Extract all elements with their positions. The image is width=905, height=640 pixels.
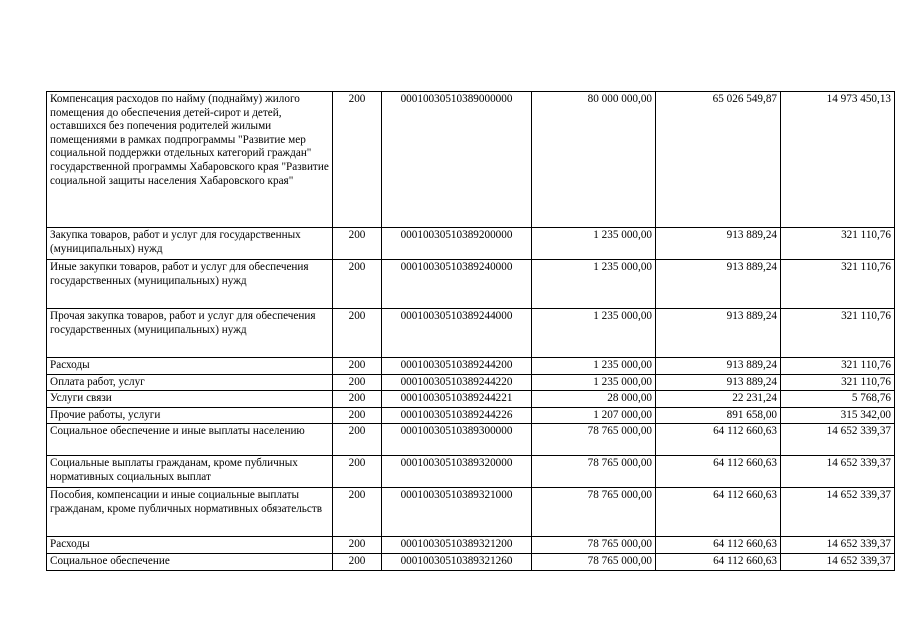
row-code-cell: 200 [333,391,382,408]
row-executed-cell: 64 112 660,63 [656,488,781,537]
row-remaining-cell: 14 652 339,37 [781,424,895,456]
row-name-cell: Расходы [47,358,333,375]
row-kbk-cell: 00010030510389321200 [382,537,532,554]
row-remaining-cell: 315 342,00 [781,407,895,424]
row-remaining-cell: 14 652 339,37 [781,456,895,488]
table-row [47,424,895,456]
row-remaining-cell: 321 110,76 [781,228,895,260]
row-kbk-cell: 00010030510389200000 [382,228,532,260]
row-code-cell: 200 [333,537,382,554]
row-code-cell: 200 [333,456,382,488]
row-executed-cell: 891 658,00 [656,407,781,424]
row-code-cell: 200 [333,92,382,228]
row-kbk-cell: 00010030510389320000 [382,456,532,488]
row-approved-cell: 1 235 000,00 [532,260,656,309]
row-kbk-cell: 00010030510389321000 [382,488,532,537]
row-executed-cell: 913 889,24 [656,358,781,375]
row-kbk-cell: 00010030510389244221 [382,391,532,408]
row-kbk-cell: 00010030510389244000 [382,309,532,358]
row-approved-cell: 1 235 000,00 [532,228,656,260]
row-remaining-cell: 14 652 339,37 [781,553,895,570]
table-row [47,228,895,260]
row-approved-cell: 78 765 000,00 [532,424,656,456]
row-approved-cell: 1 235 000,00 [532,374,656,391]
row-remaining-cell: 321 110,76 [781,358,895,375]
row-code-cell: 200 [333,260,382,309]
row-code-cell: 200 [333,553,382,570]
row-approved-cell: 78 765 000,00 [532,488,656,537]
row-name-cell: Услуги связи [47,391,333,408]
row-remaining-cell: 321 110,76 [781,309,895,358]
row-executed-cell: 913 889,24 [656,260,781,309]
row-name-cell: Компенсация расходов по найму (поднайму) жилого помещения до обеспечения детей-сирот и детей, оставшихся без попечения родителей жилыми помещениями в рамках подпрограммы "Развитие мер социальной поддержки отдельных категорий граждан" государственной программы Хабаровского края "Развитие социальной защиты населения Хабаровского края" [47,92,333,228]
row-kbk-cell: 00010030510389300000 [382,424,532,456]
row-code-cell: 200 [333,374,382,391]
row-code-cell: 200 [333,228,382,260]
row-approved-cell: 1 235 000,00 [532,309,656,358]
table-row [47,260,895,309]
row-remaining-cell: 321 110,76 [781,374,895,391]
row-remaining-cell: 14 652 339,37 [781,537,895,554]
row-kbk-cell: 00010030510389321260 [382,553,532,570]
row-name-cell: Оплата работ, услуг [47,374,333,391]
table-row [47,309,895,358]
table-row [47,358,895,375]
row-kbk-cell: 00010030510389244220 [382,374,532,391]
row-code-cell: 200 [333,488,382,537]
row-executed-cell: 64 112 660,63 [656,424,781,456]
row-executed-cell: 64 112 660,63 [656,553,781,570]
row-executed-cell: 913 889,24 [656,374,781,391]
row-name-cell: Социальные выплаты гражданам, кроме публичных нормативных социальных выплат [47,456,333,488]
row-executed-cell: 64 112 660,63 [656,537,781,554]
row-name-cell: Пособия, компенсации и иные социальные выплаты гражданам, кроме публичных нормативных обязательств [47,488,333,537]
row-executed-cell: 64 112 660,63 [656,456,781,488]
row-remaining-cell: 14 652 339,37 [781,488,895,537]
table-row [47,92,895,228]
table-row [47,553,895,570]
row-name-cell: Закупка товаров, работ и услуг для государственных (муниципальных) нужд [47,228,333,260]
row-name-cell: Прочие работы, услуги [47,407,333,424]
row-executed-cell: 65 026 549,87 [656,92,781,228]
row-approved-cell: 1 235 000,00 [532,358,656,375]
row-code-cell: 200 [333,407,382,424]
row-name-cell: Расходы [47,537,333,554]
row-name-cell: Прочая закупка товаров, работ и услуг для обеспечения государственных (муниципальных) нужд [47,309,333,358]
row-approved-cell: 78 765 000,00 [532,553,656,570]
row-approved-cell: 78 765 000,00 [532,456,656,488]
row-code-cell: 200 [333,309,382,358]
row-name-cell: Социальное обеспечение и иные выплаты населению [47,424,333,456]
table-row [47,456,895,488]
table-row [47,407,895,424]
row-kbk-cell: 00010030510389000000 [382,92,532,228]
row-executed-cell: 913 889,24 [656,309,781,358]
table-row [47,537,895,554]
row-approved-cell: 1 207 000,00 [532,407,656,424]
table-row [47,488,895,537]
row-kbk-cell: 00010030510389244226 [382,407,532,424]
row-kbk-cell: 00010030510389240000 [382,260,532,309]
row-kbk-cell: 00010030510389244200 [382,358,532,375]
row-name-cell: Иные закупки товаров, работ и услуг для обеспечения государственных (муниципальных) нужд [47,260,333,309]
row-approved-cell: 78 765 000,00 [532,537,656,554]
table-row [47,391,895,408]
row-remaining-cell: 5 768,76 [781,391,895,408]
row-code-cell: 200 [333,358,382,375]
row-remaining-cell: 14 973 450,13 [781,92,895,228]
row-approved-cell: 28 000,00 [532,391,656,408]
row-approved-cell: 80 000 000,00 [532,92,656,228]
table-row [47,374,895,391]
row-executed-cell: 22 231,24 [656,391,781,408]
row-code-cell: 200 [333,424,382,456]
row-executed-cell: 913 889,24 [656,228,781,260]
row-name-cell: Социальное обеспечение [47,553,333,570]
budget-execution-table [46,91,895,571]
row-remaining-cell: 321 110,76 [781,260,895,309]
